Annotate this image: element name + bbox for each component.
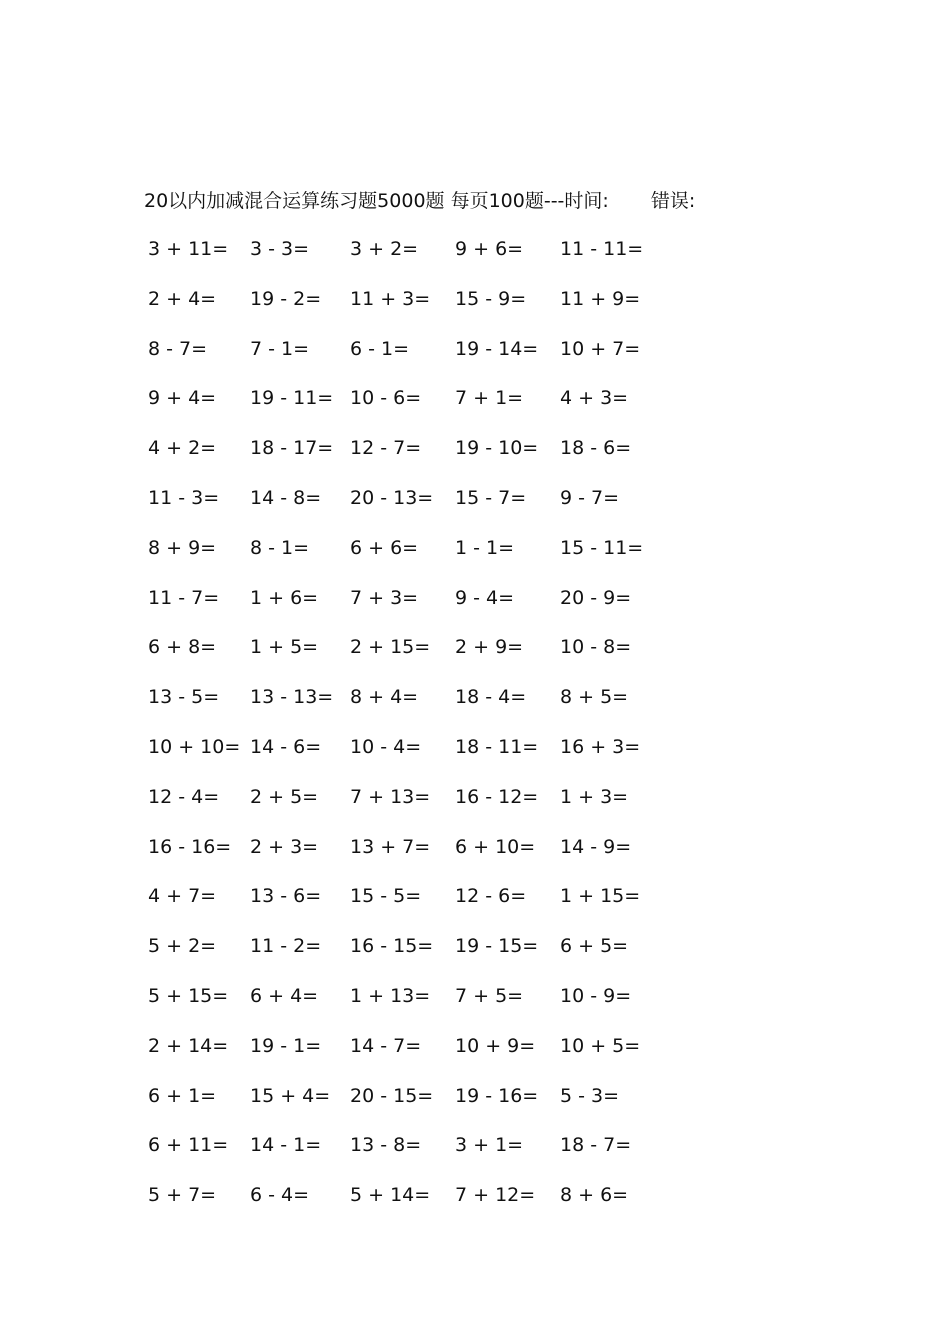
math-problem: 7 + 3= [350,586,419,609]
problem-row [0,235,950,263]
math-problem: 18 - 11= [455,736,539,758]
math-problem: 2 + 14= [148,1034,229,1057]
math-problem: 15 - 11= [560,536,644,559]
problem-row [0,434,950,462]
math-problem: 16 - 15= [350,935,434,958]
math-problem: 4 + 7= [148,885,217,908]
math-problem: 19 - 11= [250,387,334,410]
math-problem: 16 - 16= [148,835,232,858]
math-problem: 10 - 9= [560,985,632,1007]
problem-row [0,633,950,661]
math-problem: 2 + 5= [250,785,319,808]
math-problem: 5 + 14= [350,1184,431,1207]
math-problem: 9 - 4= [455,586,515,609]
math-problem: 2 + 15= [350,636,431,659]
math-problem: 2 + 3= [250,835,319,858]
problem-row [0,932,950,960]
math-problem: 19 - 16= [455,1084,539,1107]
math-problem: 7 - 1= [250,337,310,360]
problem-row [0,982,950,1010]
math-problem: 8 - 7= [148,337,208,360]
math-problem: 6 + 5= [560,935,629,958]
math-problem: 14 - 6= [250,736,322,758]
math-problem: 14 - 9= [560,835,632,858]
math-problem: 5 - 3= [560,1084,620,1107]
math-problem: 3 + 11= [148,238,229,260]
math-problem: 12 - 6= [455,885,527,908]
problem-row [0,534,950,562]
math-problem: 8 - 1= [250,536,310,559]
math-problem: 9 + 4= [148,387,217,410]
math-problem: 15 - 9= [455,287,527,310]
math-problem: 20 - 9= [560,586,632,609]
math-problem: 7 + 13= [350,785,431,808]
math-problem: 14 - 8= [250,487,322,509]
math-problem: 11 - 2= [250,935,322,958]
math-problem: 6 + 1= [148,1084,217,1107]
math-problem: 10 + 7= [560,337,641,360]
math-problem: 11 + 9= [560,287,641,310]
problem-row [0,285,950,313]
math-problem: 11 - 3= [148,487,220,509]
math-problem: 7 + 5= [455,985,524,1007]
math-problem: 19 - 1= [250,1034,322,1057]
math-problem: 7 + 1= [455,387,524,410]
math-problem: 8 + 5= [560,686,629,709]
problem-row [0,335,950,363]
math-problem: 4 + 3= [560,387,629,410]
problem-row [0,683,950,711]
math-problem: 13 - 8= [350,1134,422,1157]
math-problem: 6 + 4= [250,985,319,1007]
math-problem: 6 + 11= [148,1134,229,1157]
math-problem: 15 - 7= [455,487,527,509]
math-problem: 4 + 2= [148,437,217,460]
math-problem: 6 + 10= [455,835,536,858]
math-problem: 19 - 15= [455,935,539,958]
math-problem: 10 + 9= [455,1034,536,1057]
math-problem: 19 - 14= [455,337,539,360]
math-problem: 16 + 3= [560,736,641,758]
math-problem: 7 + 12= [455,1184,536,1207]
problem-row [0,882,950,910]
math-problem: 10 + 10= [148,736,241,758]
math-problem: 5 + 15= [148,985,229,1007]
math-problem: 8 + 4= [350,686,419,709]
math-problem: 20 - 15= [350,1084,434,1107]
math-problem: 13 - 6= [250,885,322,908]
math-problem: 1 + 5= [250,636,319,659]
math-problem: 19 - 10= [455,437,539,460]
problem-row [0,484,950,512]
math-problem: 11 - 11= [560,238,644,260]
math-problem: 9 + 6= [455,238,524,260]
math-problem: 13 - 5= [148,686,220,709]
math-problem: 5 + 2= [148,935,217,958]
math-problem: 1 - 1= [455,536,515,559]
math-problem: 16 - 12= [455,785,539,808]
math-problem: 6 - 1= [350,337,410,360]
math-problem: 3 - 3= [250,238,310,260]
math-problem: 5 + 7= [148,1184,217,1207]
math-problem: 6 + 6= [350,536,419,559]
math-problem: 14 - 1= [250,1134,322,1157]
problem-row [0,783,950,811]
worksheet-title: 20以内加减混合运算练习题5000题 每页100题---时间: [144,190,609,212]
problem-row [0,1082,950,1110]
math-problem: 10 + 5= [560,1034,641,1057]
problem-row [0,833,950,861]
math-problem: 8 + 6= [560,1184,629,1207]
math-problem: 2 + 9= [455,636,524,659]
problem-row [0,1131,950,1159]
problem-row [0,384,950,412]
math-problem: 15 + 4= [250,1084,331,1107]
math-problem: 10 - 4= [350,736,422,758]
math-problem: 18 - 17= [250,437,334,460]
math-problem: 1 + 15= [560,885,641,908]
math-problem: 18 - 7= [560,1134,632,1157]
worksheet-header [144,187,695,215]
math-problem: 10 - 8= [560,636,632,659]
math-problem: 9 - 7= [560,487,620,509]
problem-row [0,584,950,612]
math-problem: 19 - 2= [250,287,322,310]
math-problem: 15 - 5= [350,885,422,908]
math-problem: 14 - 7= [350,1034,422,1057]
math-problem: 11 - 7= [148,586,220,609]
math-problem: 13 + 7= [350,835,431,858]
math-problem: 18 - 4= [455,686,527,709]
math-problem: 1 + 13= [350,985,431,1007]
math-problem: 12 - 4= [148,785,220,808]
math-problem: 1 + 3= [560,785,629,808]
math-problem: 6 + 8= [148,636,217,659]
problem-row [0,1181,950,1209]
math-problem: 13 - 13= [250,686,334,709]
problem-row [0,1032,950,1060]
math-problem: 6 - 4= [250,1184,310,1207]
math-problem: 1 + 6= [250,586,319,609]
errors-label: 错误: [650,190,696,212]
math-problem: 2 + 4= [148,287,217,310]
math-problem: 18 - 6= [560,437,632,460]
math-problem: 3 + 1= [455,1134,524,1157]
math-problem: 10 - 6= [350,387,422,410]
problem-row [0,733,950,761]
math-problem: 8 + 9= [148,536,217,559]
math-problem: 20 - 13= [350,487,434,509]
math-problem: 3 + 2= [350,238,419,260]
math-problem: 11 + 3= [350,287,431,310]
math-problem: 12 - 7= [350,437,422,460]
